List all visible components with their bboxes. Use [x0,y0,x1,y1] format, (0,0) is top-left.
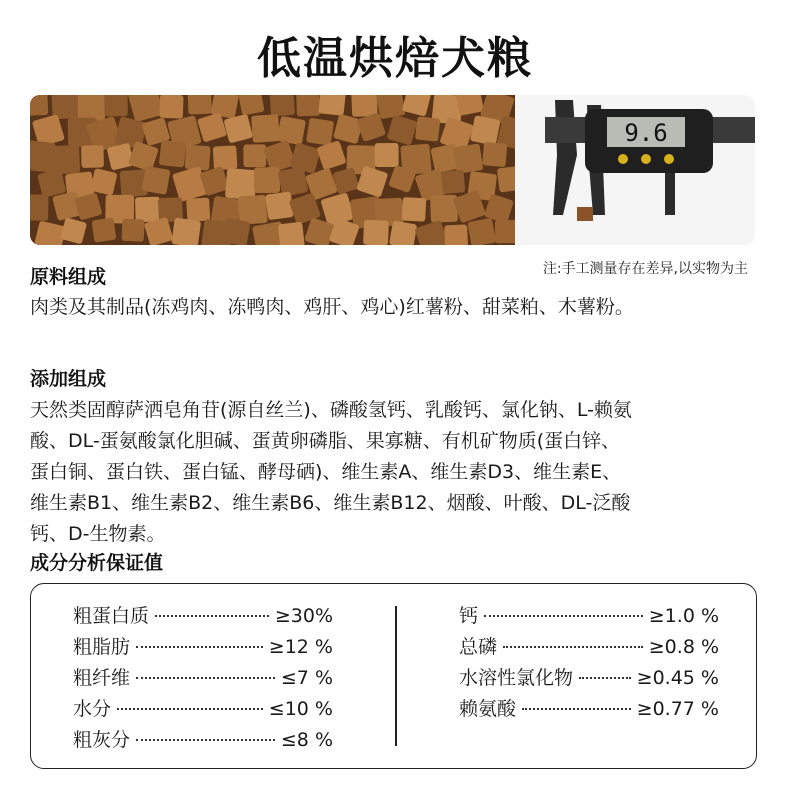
kibble-piece [467,218,496,245]
kibble-piece [225,168,257,200]
kibble-piece [270,95,295,116]
nutrient-name: 总磷 [459,636,498,658]
kibble-piece [430,195,458,223]
kibble-piece [375,143,399,167]
dot-leader [136,739,275,741]
kibble-piece [251,114,280,143]
additives-heading: 添加组成 [30,368,107,390]
kibble-piece [277,116,306,145]
nutrient-name: 水溶性氯化物 [459,667,574,689]
nutrient-name: 赖氨酸 [459,698,517,720]
nutrient-value: ≤7 % [280,667,333,689]
nutrient-name: 钙 [459,605,479,627]
additives-line: 酸、DL-蛋氨酸氯化胆碱、蛋黄卵磷脂、果寡糖、有机矿物质(蛋白锌、 [30,430,621,452]
nutrient-value: ≥0.77 % [636,698,719,720]
caliper-photo [515,95,755,245]
kibble-piece [470,115,501,146]
nutrient-value: ≥12 % [268,636,333,658]
nutrient-value: ≥30% [274,605,333,627]
nutrient-name: 粗蛋白质 [73,605,150,627]
kibble-piece [402,197,427,222]
additives-line: 天然类固醇萨洒皂角苷(源自丝兰)、磷酸氢钙、乳酸钙、氯化钠、L-赖氨 [30,399,632,421]
dot-leader [155,615,269,617]
kibble-piece [30,95,48,116]
kibble-piece [78,95,105,121]
nutrient-name: 粗灰分 [73,729,131,751]
kibble-piece [497,166,515,193]
nutrient-row [459,635,719,659]
kibble-piece [444,224,468,245]
nutrient-name: 粗纤维 [73,667,131,689]
kibble-piece [495,220,515,244]
kibble-piece [363,220,389,245]
additives-line: 蛋白铜、蛋白铁、蛋白锰、酵母硒)、维生素A、维生素D3、维生素E、 [30,461,622,483]
additives-line: 维生素B1、维生素B2、维生素B6、维生素B12、烟酸、叶酸、DL-泛酸 [30,492,631,514]
kibble-piece [238,195,268,225]
kibble-piece [142,166,171,195]
kibble-piece [122,219,145,242]
nutrient-row [73,604,333,628]
column-divider [395,606,397,746]
nutrient-value: ≥0.45 % [636,667,719,689]
kibble-piece [441,170,465,194]
nutrient-value: ≤10 % [268,698,333,720]
nutrient-row [73,635,333,659]
nutrient-value: ≤8 % [280,729,333,751]
dot-leader [579,677,631,679]
nutrient-row [459,697,719,721]
measurement-note: 注:手工测量存在差异,以实物为主 [542,261,748,277]
dot-leader [136,646,263,648]
kibble-piece [482,142,507,167]
product-photo-band [30,95,755,245]
nutrient-row [459,666,719,690]
nutrient-row [73,728,333,752]
dot-leader [522,708,631,710]
kibble-piece [254,167,280,193]
kibble-piece [91,218,116,243]
dot-leader [484,615,643,617]
analysis-table [30,583,757,769]
kibble-piece [171,218,201,245]
kibble-piece [104,95,128,116]
kibble-piece [159,140,187,168]
kibble-piece [213,145,238,170]
kibble-piece [306,118,334,146]
kibble-piece [185,145,211,171]
kibble-piece [415,116,440,141]
caliper-reading: 9.6 [624,119,668,147]
kibble-piece [265,191,294,220]
dot-leader [136,677,275,679]
nutrient-row [459,604,719,628]
nutrient-value: ≥0.8 % [648,636,719,658]
kibble-piece [351,95,378,117]
raw-materials-text: 肉类及其制品(冻鸡肉、冻鸭肉、鸡肝、鸡心)红薯粉、甜菜粕、木薯粉。 [30,296,634,318]
kibble-piece [135,197,161,223]
nutrient-value: ≥1.0 % [648,605,719,627]
dot-leader [117,708,263,710]
kibble-piece [278,166,309,197]
kibble-piece [453,143,484,174]
nutrient-row [73,666,333,690]
nutrient-name: 水分 [73,698,112,720]
kibble-piece [318,95,346,116]
kibble-piece [296,95,320,116]
page-title: 低温烘焙犬粮 [257,33,533,84]
kibble-piece [243,144,266,167]
kibble-piece [188,95,212,115]
dot-leader [503,646,643,648]
nutrient-row [73,697,333,721]
additives-line: 钙、D-生物素。 [30,523,166,545]
raw-materials-heading: 原料组成 [30,266,107,288]
kibble-piece [159,95,183,119]
kibble-piece [222,218,251,245]
kibble-piece [278,222,305,245]
kibble-piece [30,194,49,220]
analysis-heading: 成分分析保证值 [30,552,164,574]
kibble-piece [389,220,417,245]
kibble-piece [186,198,210,222]
additives-text [30,395,760,550]
kibble-piece [81,145,104,168]
nutrient-name: 粗脂肪 [73,636,131,658]
kibble-photo [30,95,515,245]
